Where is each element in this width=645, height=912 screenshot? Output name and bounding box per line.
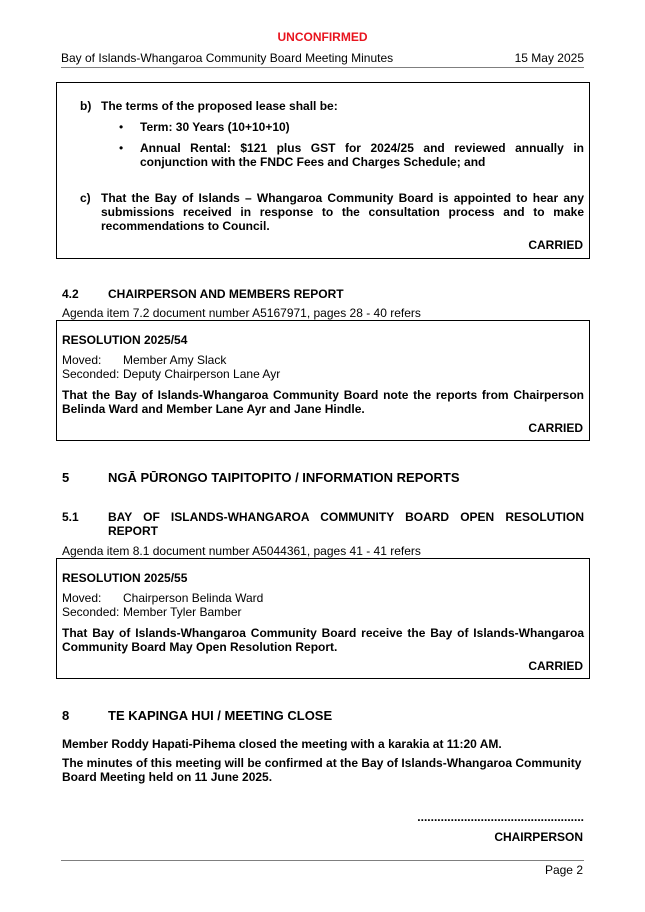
- signature-label: CHAIRPERSON: [494, 830, 583, 844]
- bullet-dot: •: [119, 141, 124, 155]
- item-c-text: That the Bay of Islands – Whangaroa Community Board is appointed to hear any submissions received in response to the consultation process and to make recommendations to Council.: [101, 191, 584, 233]
- page-number: Page 2: [544, 863, 583, 877]
- moved-row: [62, 353, 226, 367]
- seconded-value: Deputy Chairperson Lane Ayr: [123, 367, 281, 381]
- section-title: CHAIRPERSON AND MEMBERS REPORT: [108, 287, 344, 301]
- seconded-value: Member Tyler Bamber: [123, 605, 242, 619]
- carried-label: CARRIED: [528, 421, 583, 435]
- section-title: TE KAPINGA HUI / MEETING CLOSE: [108, 708, 333, 723]
- resolution-number: RESOLUTION 2025/54: [62, 333, 188, 347]
- section-number: 5.1: [62, 510, 79, 524]
- section-title: BAY OF ISLANDS-WHANGAROA COMMUNITY BOARD OPEN RESOLUTION REPORT: [108, 510, 584, 538]
- moved-row: [62, 591, 263, 605]
- lease-rental-bullet: Annual Rental: $121 plus GST for 2024/25 and reviewed annually in conjunction with the FNDC Fees and Charges Schedule; and: [140, 141, 584, 169]
- section-number: 8: [62, 708, 70, 723]
- carried-label: CARRIED: [528, 659, 583, 673]
- resolution-number: RESOLUTION 2025/55: [62, 571, 188, 585]
- moved-value: Chairperson Belinda Ward: [123, 591, 264, 605]
- bullet-dot: •: [119, 120, 124, 134]
- item-b-text: The terms of the proposed lease shall be:: [101, 99, 338, 113]
- moved-label: Moved:: [62, 353, 102, 367]
- moved-value: Member Amy Slack: [123, 353, 227, 367]
- document-title: Bay of Islands-Whangaroa Community Board Meeting Minutes: [61, 51, 394, 65]
- footer-divider: [61, 860, 584, 861]
- meeting-date: 15 May 2025: [514, 51, 584, 65]
- item-c-label: c): [80, 191, 91, 205]
- seconded-row: [62, 367, 280, 381]
- resolution-text: That Bay of Islands-Whangaroa Community Board receive the Bay of Islands-Whangaroa Community Board May Open Resolution Report.: [62, 626, 584, 654]
- agenda-reference: Agenda item 8.1 document number A5044361, pages 41 - 41 refers: [62, 544, 421, 558]
- closing-paragraph: Member Roddy Hapati-Pihema closed the meeting with a karakia at 11:20 AM.: [62, 737, 502, 751]
- page-header: [61, 51, 584, 65]
- agenda-reference: Agenda item 7.2 document number A5167971, pages 28 - 40 refers: [62, 306, 421, 320]
- section-number: 5: [62, 470, 70, 485]
- resolution-text: That the Bay of Islands-Whangaroa Community Board note the reports from Chairperson Belinda Ward and Member Lane Ayr and Jane Hindle.: [62, 388, 584, 416]
- unconfirmed-label: UNCONFIRMED: [277, 30, 368, 44]
- lease-term-bullet: Term: 30 Years (10+10+10): [140, 120, 290, 134]
- header-divider: [61, 67, 584, 68]
- seconded-row: [62, 605, 241, 619]
- seconded-label: Seconded:: [62, 367, 120, 381]
- seconded-label: Seconded:: [62, 605, 120, 619]
- signature-line: ..................................................: [417, 810, 584, 824]
- confirmation-paragraph: The minutes of this meeting will be confirmed at the Bay of Islands-Whangaroa Community Board Meeting held on 11 June 2025.: [62, 756, 582, 784]
- carried-label: CARRIED: [528, 238, 583, 252]
- section-number: 4.2: [62, 287, 79, 301]
- section-title: NGĀ PŪRONGO TAIPITOPITO / INFORMATION REPORTS: [108, 470, 460, 485]
- item-b-label: b): [80, 99, 92, 113]
- moved-label: Moved:: [62, 591, 102, 605]
